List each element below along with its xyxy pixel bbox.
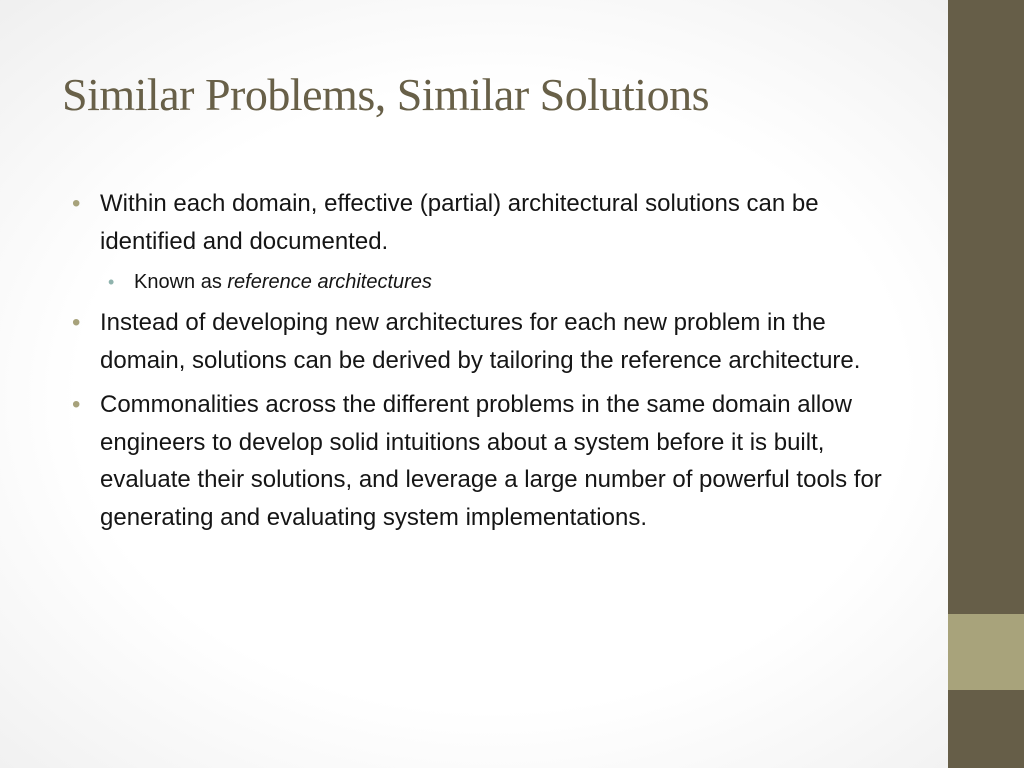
bullet-text: Within each domain, effective (partial) architectural solutions can be identified and documented. bbox=[100, 190, 819, 255]
bullet-icon: • bbox=[72, 309, 81, 336]
sub-bullet-prefix: Known as bbox=[134, 271, 228, 293]
bullet-icon: • bbox=[72, 391, 81, 418]
bullet-text: Commonalities across the different problems in the same domain allow engineers to develop solid intuitions about a system before it is built, evaluate their solutions, and leverage a large number of powerful tools for generating and evaluating system implementations. bbox=[100, 391, 882, 531]
bullet-text: Instead of developing new architectures for each new problem in the domain, solutions can be derived by tailoring the reference architecture. bbox=[100, 309, 861, 374]
sub-bullet-emphasis: reference architectures bbox=[227, 271, 432, 293]
sub-bullet-icon: • bbox=[108, 272, 115, 292]
bullet-item bbox=[72, 386, 912, 536]
sidebar-accent-block bbox=[948, 614, 1024, 690]
bullet-list bbox=[72, 185, 912, 543]
slide-title: Similar Problems, Similar Solutions bbox=[62, 69, 709, 120]
bullet-item bbox=[72, 304, 912, 379]
bullet-icon: • bbox=[72, 190, 81, 217]
sub-bullet-item bbox=[108, 267, 912, 297]
bullet-item bbox=[72, 185, 912, 260]
